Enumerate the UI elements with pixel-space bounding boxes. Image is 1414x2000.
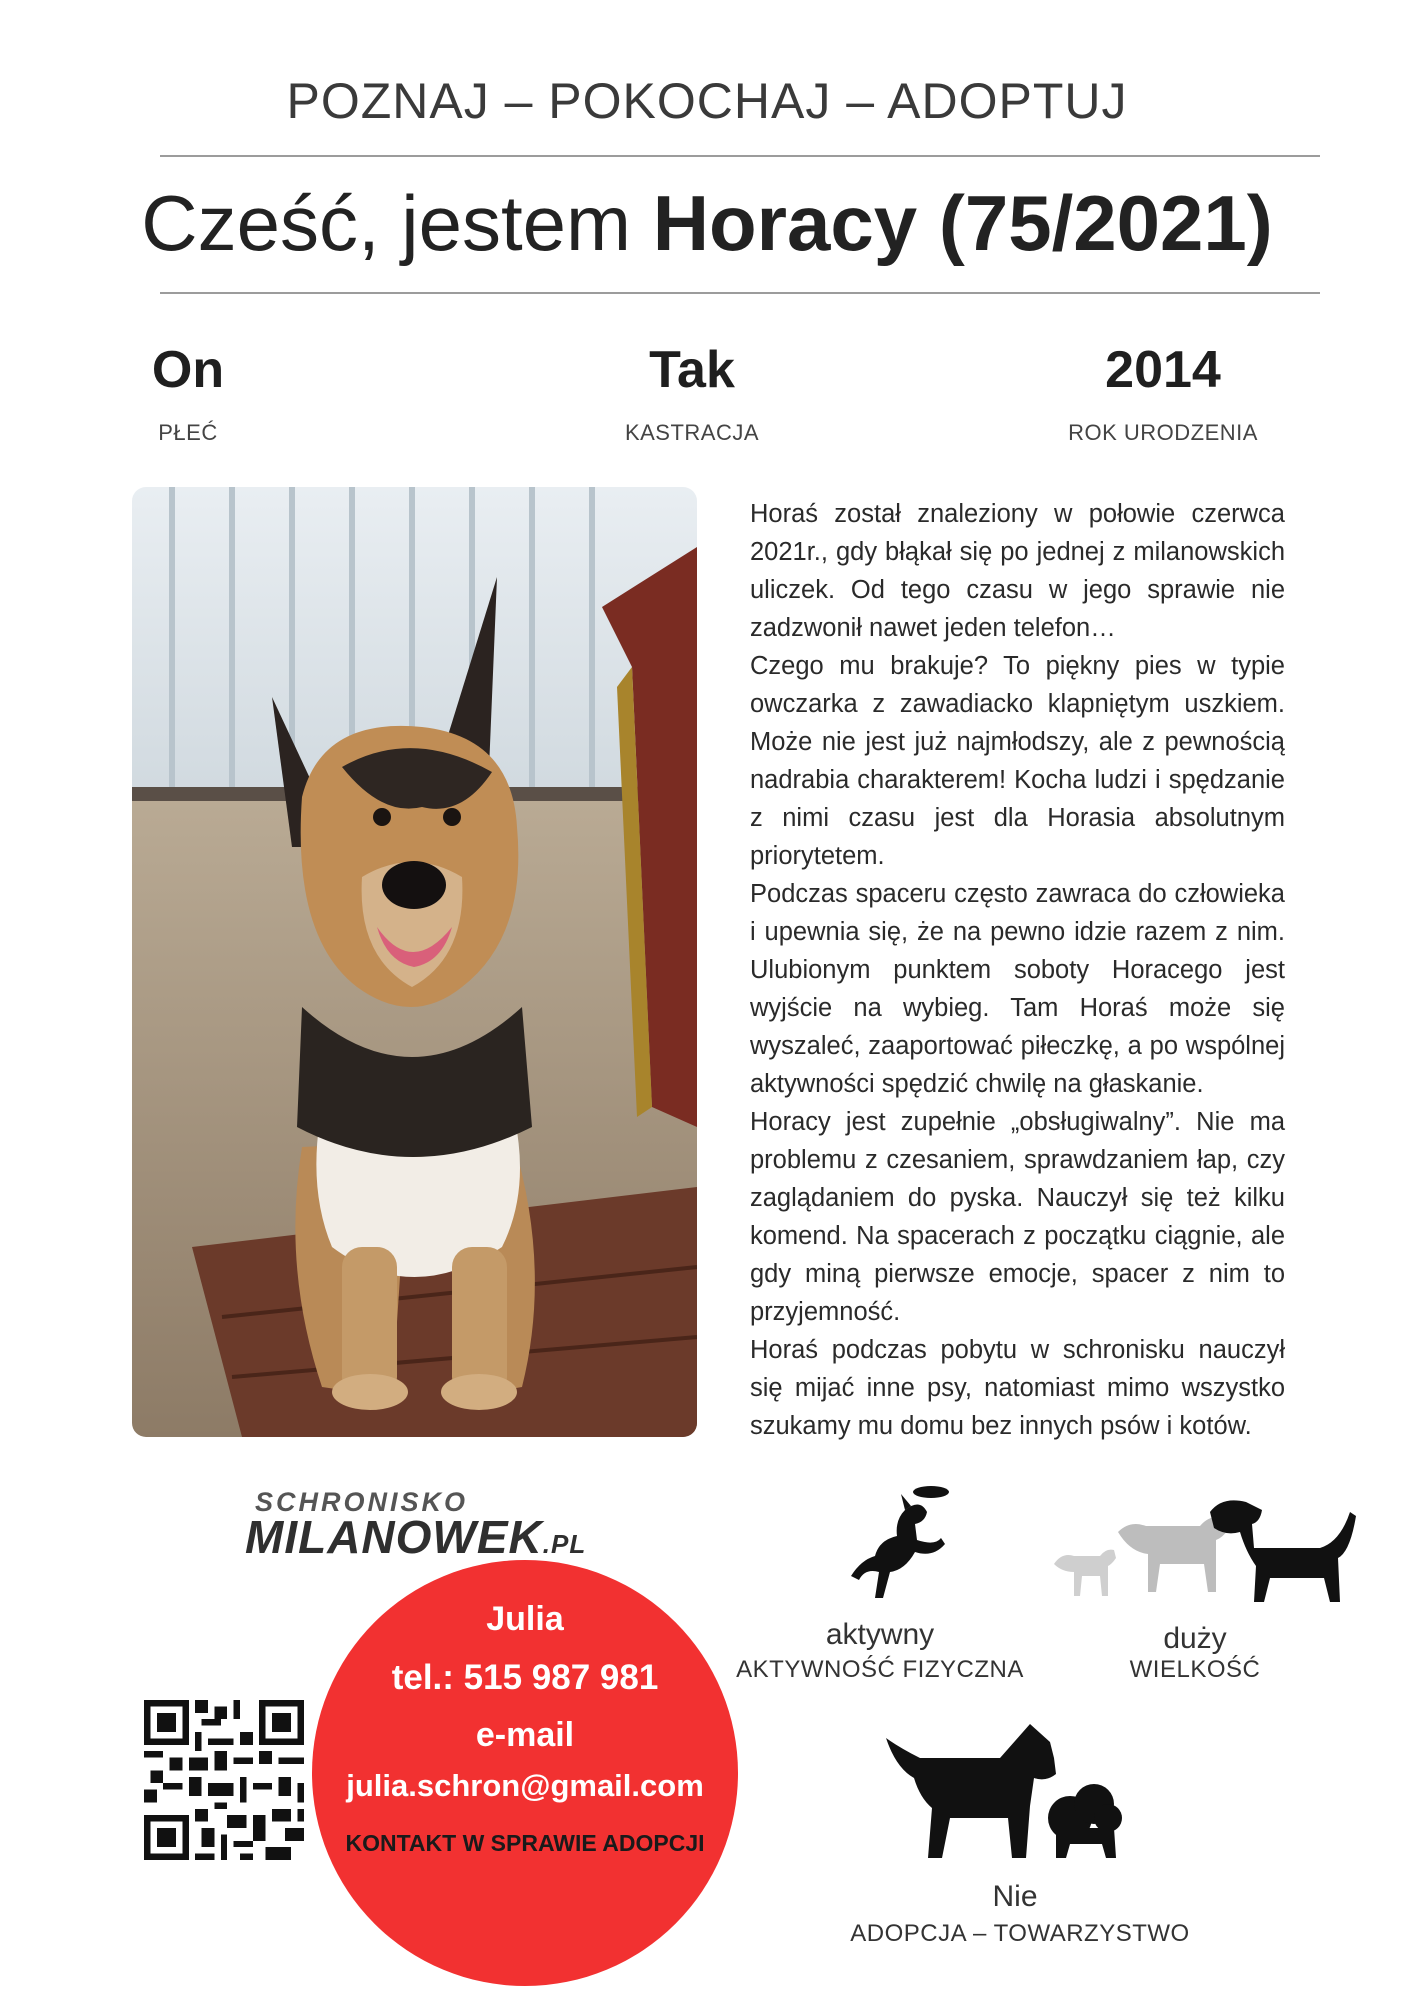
greeting: Cześć, jestem (141, 179, 653, 267)
size-value: duży (1163, 1622, 1227, 1655)
description-paragraph: Czego mu brakuje? To piękny pies w typie owczarka z zawadiacko klapniętym uszkiem. Może nie jest już najmłodszy, ale z pewnością nadrabia charakterem! Kocha ludzi i spędzanie z nimi czasu jest dla Horasia absolutnym priorytetem. (750, 652, 1285, 870)
description-paragraph: Podczas spaceru często zawraca do człowieka i upewnia się, że na pewno idzie razem z nim. Ulubionym punktem soboty Horacego jest wyjście na wybieg. Tam Horaś może się wyszaleć, zaaportować piłeczkę, a po wspólnej aktywności spędzić chwilę na głaskanie. (750, 880, 1285, 1098)
stat-castration-value: Tak (649, 341, 735, 399)
dog-name: Horacy (75/2021) (652, 179, 1273, 267)
contact-phone[interactable]: tel.: 515 987 981 (391, 1658, 659, 1697)
contact-note: KONTAKT W SPRAWIE ADOPCJI (345, 1830, 705, 1856)
contact-email[interactable]: julia.schron@gmail.com (346, 1768, 704, 1803)
stat-sex-value: On (151, 341, 225, 399)
dog-companions-icon (880, 1718, 1140, 1868)
size-label: WIELKOŚĆ (1129, 1656, 1261, 1683)
company-value: Nie (992, 1880, 1038, 1913)
description-paragraph: Horaś podczas pobytu w schronisku nauczył się mijać inne psy, natomiast mimo wszystko szukamy mu domu bez innych psów i kotów. (750, 1336, 1285, 1440)
shelter-logo (245, 1510, 586, 1564)
shelter-logo-main: MILANOWEK (245, 1511, 543, 1563)
contact-circle (312, 1560, 738, 1986)
stat-castration-label: KASTRACJA (624, 420, 760, 445)
description-paragraph: Horacy jest zupełnie „obsługiwalny”. Nie ma problemu z czesaniem, sprawdzaniem łap, czy zaglądaniem do pyska. Nauczył się też kilku komend. Na spacerach z początku ciągnie, ale gdy miną pierwsze emocje, spacer z nim to przyjemność. (750, 1108, 1285, 1326)
dog-description (750, 495, 1285, 1445)
shelter-logo-top: SCHRONISKO (255, 1487, 469, 1517)
stat-birth-year-value: 2014 (1105, 341, 1221, 399)
dog-photo (132, 487, 697, 1437)
shelter-logo-suffix: .PL (542, 1529, 587, 1559)
dog-jumping-icon (845, 1480, 955, 1610)
dog-sizes-icon (1050, 1492, 1360, 1612)
contact-name: Julia (486, 1600, 564, 1638)
bottom-divider (160, 292, 1320, 294)
top-divider (160, 155, 1320, 157)
activity-label: AKTYWNOŚĆ FIZYCZNA (736, 1656, 1024, 1683)
company-label: ADOPCJA – TOWARZYSTWO (850, 1920, 1190, 1947)
tagline: POZNAJ – POKOCHAJ – ADOPTUJ (286, 73, 1128, 129)
stat-sex-label: PŁEĆ (158, 420, 218, 445)
qr-code-icon (144, 1700, 304, 1860)
page-title (0, 178, 1414, 269)
stat-birth-year-label: ROK URODZENIA (1068, 420, 1258, 445)
description-paragraph: Horaś został znaleziony w połowie czerwca 2021r., gdy błąkał się po jednej z milanowskich uliczek. Od tego czasu w jego sprawie nie zadzwonił nawet jeden telefon… (750, 500, 1285, 642)
contact-email-label: e-mail (475, 1716, 575, 1754)
activity-value: aktywny (825, 1618, 935, 1651)
